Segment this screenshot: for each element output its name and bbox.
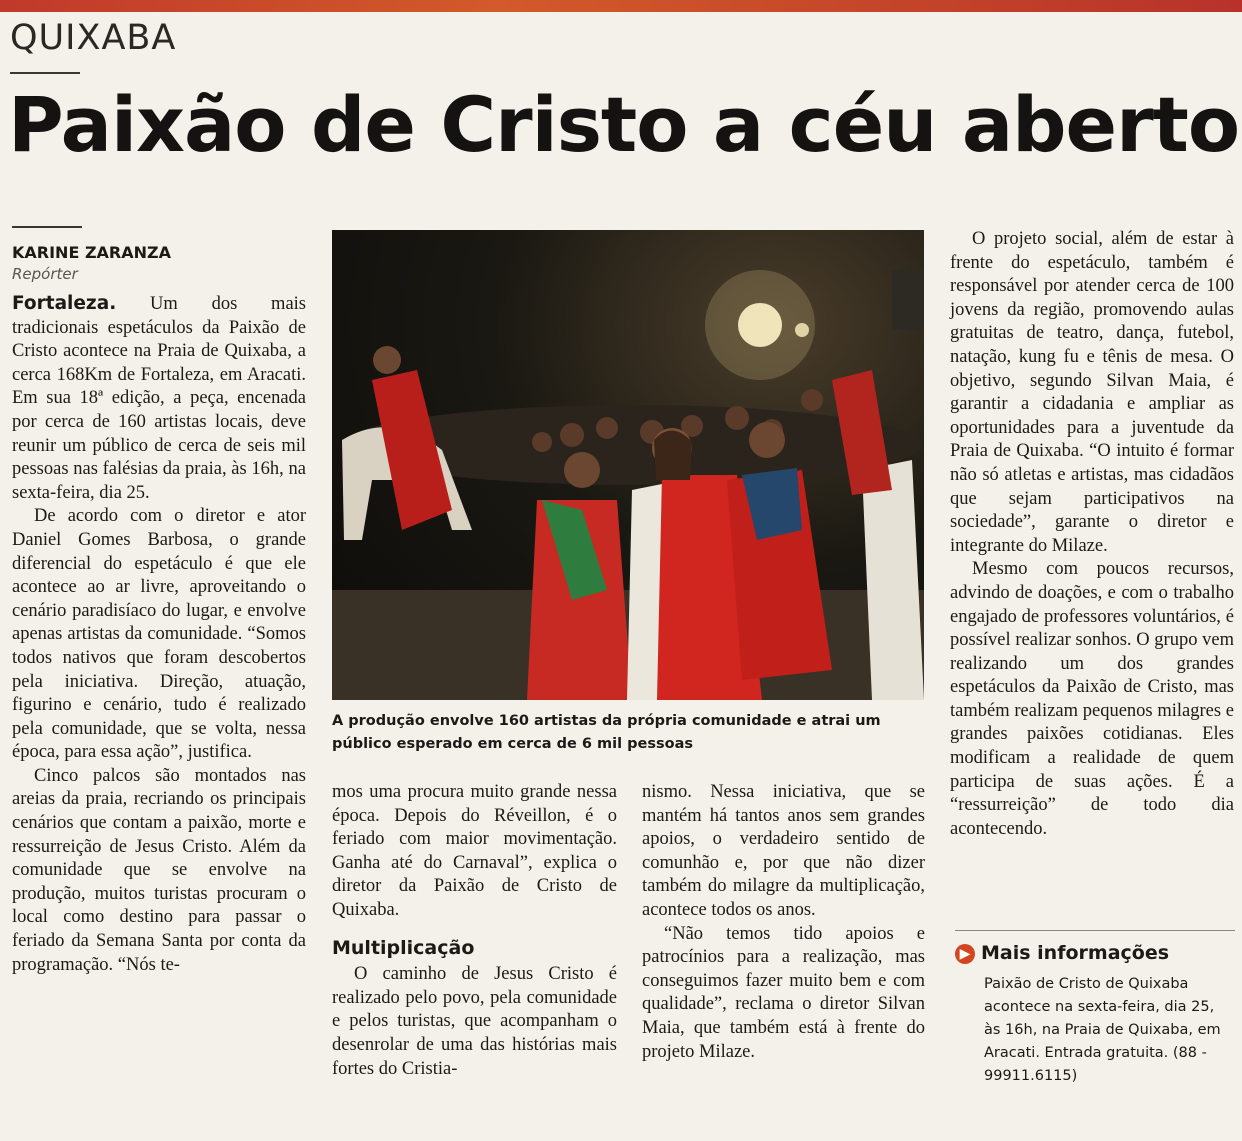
paragraph: O caminho de Jesus Cristo é realizado pelo povo, pela comunidade e pelos turistas, que acompanham o desenrolar de uma das histórias mais fortes do Cristia- — [332, 964, 617, 1079]
byline-divider — [12, 226, 82, 228]
arrow-right-icon: ▶ — [955, 944, 975, 964]
top-color-bar — [0, 0, 1242, 12]
section-label: QUIXABA — [10, 18, 177, 58]
article-column-4 — [950, 228, 1234, 841]
dateline: Fortaleza. — [12, 293, 117, 314]
paragraph: Mesmo com poucos recursos, advindo de doações, e com o trabalho engajado de professores voluntários, é possível realizar sonhos. O grupo vem realizando um dos grandes espetáculos da Paixão de Cristo, mas também realizam pequenos milagres e grandes paixões cotidianas. Eles modificam a realidade de quem participa de suas ações. É a “ressurreição” de todo dia acontecendo. — [950, 559, 1234, 839]
author-role: Repórter — [12, 265, 78, 283]
photo-caption: A produção envolve 160 artistas da própria comunidade e atrai um público esperado em cerca de 6 mil pessoas — [332, 713, 881, 752]
info-box-title: Mais informações — [981, 942, 1170, 964]
info-box-header — [955, 942, 1169, 964]
paragraph: nismo. Nessa iniciativa, que se mantém há tantos anos sem grandes apoios, o verdadeiro sentido de comunhão e, por que não dizer também do milagre da multiplicação, acontece todos os anos. — [642, 782, 925, 920]
subheading: Multiplicação — [332, 936, 475, 959]
procession-photo-illustration — [332, 230, 924, 700]
headline: Paixão de Cristo a céu aberto — [8, 80, 1240, 169]
paragraph: mos uma procura muito grande nessa época. Depois do Réveillon, é o feriado com maior movimentação. Ganha até do Carnaval”, explica o diretor da Paixão de Cristo de Quixaba. — [332, 782, 617, 920]
paragraph: O projeto social, além de estar à frente do espetáculo, também é responsável por atender cerca de 100 jovens da região, promovendo aulas gratuitas de teatro, dança, futebol, natação, kung fu e tênis de mesa. O objetivo, segundo Silvan Maia, é garantir a cidadania e ampliar as oportunidades para a juventude da Praia de Quixaba. “O intuito é formar não só atletas e artistas, mas cidadãos que sejam participativos na sociedade”, garante o diretor e integrante do Milaze. — [950, 229, 1234, 556]
info-box-divider — [955, 930, 1235, 931]
article-photo — [332, 230, 924, 700]
article-column-1 — [12, 292, 306, 977]
paragraph-text: Um dos mais tradicionais espetáculos da Paixão de Cristo acontece na Praia de Quixaba, a cerca 168Km de Fortaleza, em Aracati. Em sua 18ª edição, a peça, encenada por cerca de 160 artistas locais, deve reunir um público de cerca de seis mil pessoas nas falésias da praia, às 16h, na sexta-feira, dia 25. — [12, 294, 306, 503]
author-name: KARINE ZARANZA — [12, 243, 172, 262]
paragraph: “Não temos tido apoios e patrocínios para a realização, mas conseguimos fazer muito bem e com qualidade”, reclama o diretor Silvan Maia, que também está à frente do projeto Milaze. — [642, 923, 925, 1062]
section-divider — [10, 72, 80, 74]
paragraph: De acordo com o diretor e ator Daniel Gomes Barbosa, o grande diferencial do espetáculo é que ele acontece ao ar livre, aproveitando o cenário paradisíaco do lugar, e envolve apenas artistas da comunidade. “Somos todos nativos que foram descobertos pela iniciativa. Direção, atuação, figurino e cenário, tudo é realizado pela comunidade, que se volta, nessa época, para essa ação”, justifica. — [12, 506, 306, 763]
paragraph — [12, 292, 306, 505]
article-column-3 — [642, 781, 925, 1064]
article-column-2 — [332, 781, 617, 1081]
paragraph: Cinco palcos são montados nas areias da praia, recriando os principais cenários que contam a paixão, morte e ressurreição de Jesus Cristo. Além da comunidade que se envolve na produção, muitos turistas procuram o local como destino para passar o feriado da Semana Santa por conta da programação. “Nós te- — [12, 765, 306, 975]
info-box-body: Paixão de Cristo de Quixaba acontece na sexta-feira, dia 25, às 16h, na Praia de Quixaba, em Aracati. Entrada gratuita. (88 - 99911.6115) — [984, 976, 1221, 1084]
